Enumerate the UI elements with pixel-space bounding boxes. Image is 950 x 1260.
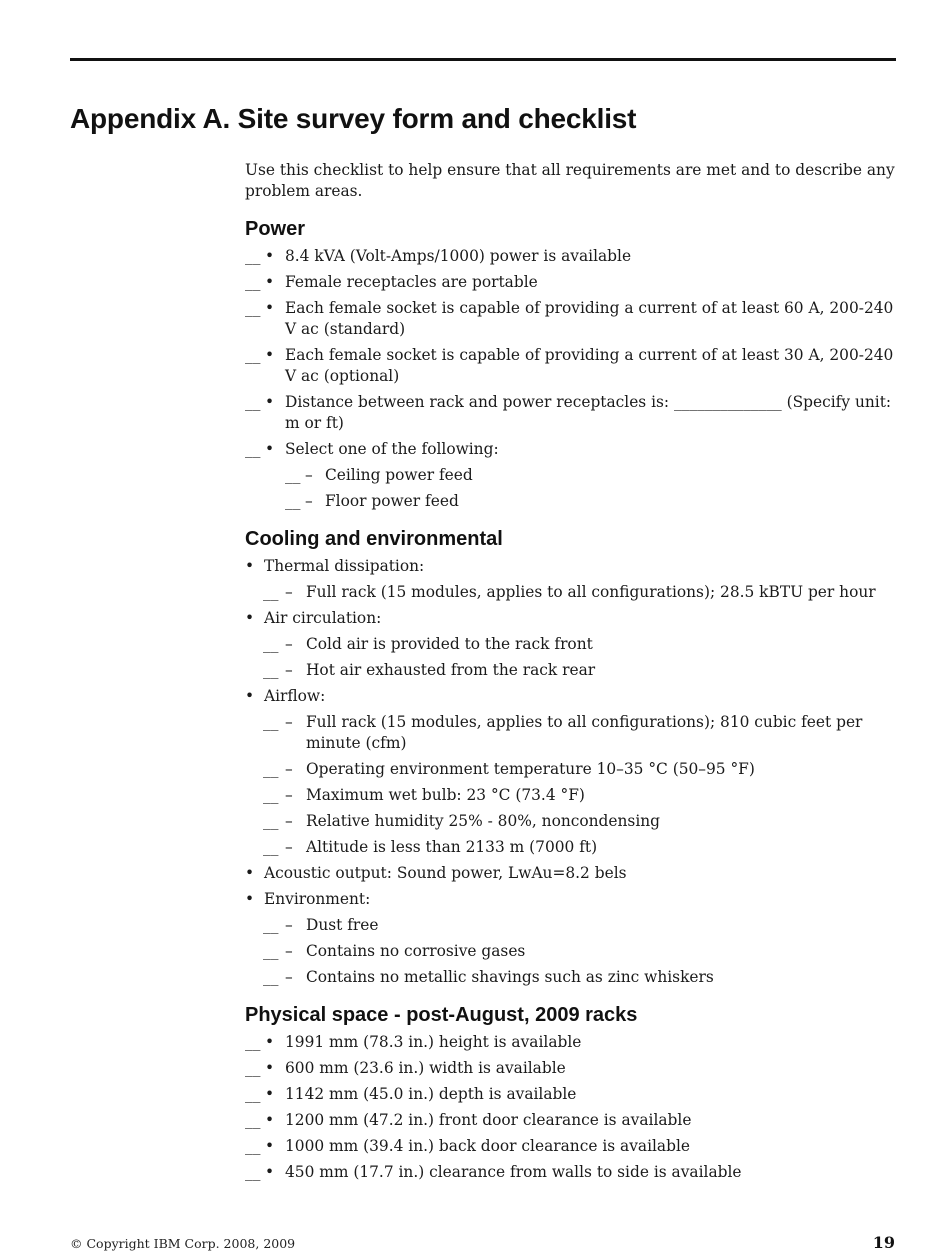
- bullet-item: [245, 889, 895, 910]
- checklist-item: [245, 1110, 895, 1131]
- checklist-item-text: 1200 mm (47.2 in.) front door clearance is available: [285, 1111, 692, 1129]
- checklist-item-text: Each female socket is capable of providing a current of at least 30 A, 200-240 V ac (optional): [285, 346, 894, 385]
- checklist-item-text: Contains no corrosive gases: [306, 942, 526, 960]
- checklist-item-text: Select one of the following:: [285, 440, 499, 458]
- checklist-item-text: Relative humidity 25% - 80%, noncondensing: [306, 812, 661, 830]
- bullet-item: [245, 608, 895, 629]
- bullet-icon: •: [265, 440, 275, 458]
- checklist-item: [245, 392, 895, 434]
- blank-checkbox[interactable]: __: [263, 786, 279, 804]
- bullet-item-text: Thermal dissipation:: [264, 557, 425, 575]
- cooling-heading: Cooling and environmental: [245, 528, 503, 550]
- checklist-item: [245, 439, 895, 460]
- blank-checkbox[interactable]: __: [245, 247, 261, 265]
- bullet-icon: •: [265, 273, 275, 291]
- checklist-subitem: [245, 837, 895, 858]
- dash-icon: –: [285, 760, 293, 778]
- checklist-item: [245, 298, 895, 340]
- bullet-icon: •: [265, 1059, 275, 1077]
- blank-checkbox[interactable]: __: [263, 661, 279, 679]
- blank-checkbox[interactable]: __: [245, 273, 261, 291]
- copyright-notice: © Copyright IBM Corp. 2008, 2009: [70, 1236, 296, 1251]
- checklist-item: [245, 345, 895, 387]
- checklist-item-text: Altitude is less than 2133 m (7000 ft): [306, 838, 598, 856]
- checklist-subitem: [245, 582, 895, 603]
- bullet-item-text: Environment:: [264, 890, 371, 908]
- header-rule: [70, 58, 896, 61]
- bullet-item-text: Airflow:: [264, 687, 326, 705]
- checklist-subitem: [245, 491, 895, 512]
- checklist-item-text: Female receptacles are portable: [285, 273, 538, 291]
- bullet-item-text: Acoustic output: Sound power, LwAu=8.2 bels: [264, 864, 627, 882]
- checklist-item: [245, 1032, 895, 1053]
- blank-checkbox[interactable]: __: [285, 492, 301, 510]
- blank-checkbox[interactable]: __: [245, 1033, 261, 1051]
- physical-section: [245, 1002, 895, 1183]
- checklist-item: [245, 1136, 895, 1157]
- bullet-icon: •: [265, 1085, 275, 1103]
- checklist-item-text: Dust free: [306, 916, 379, 934]
- bullet-item: [245, 863, 895, 884]
- bullet-icon: •: [265, 247, 275, 265]
- checklist-item-text: Distance between rack and power receptacles is: ______________ (Specify unit: m or ft): [285, 393, 892, 432]
- blank-checkbox[interactable]: __: [285, 466, 301, 484]
- checklist-subitem: [245, 941, 895, 962]
- checklist-subitem: [245, 967, 895, 988]
- checklist-item-text: 1142 mm (45.0 in.) depth is available: [285, 1085, 577, 1103]
- bullet-item: [245, 686, 895, 707]
- checklist-item-text: 8.4 kVA (Volt-Amps/1000) power is available: [285, 247, 632, 265]
- dash-icon: –: [285, 916, 293, 934]
- dash-icon: –: [285, 786, 293, 804]
- bullet-icon: •: [265, 393, 275, 411]
- power-section: [245, 216, 895, 512]
- checklist-item-text: Contains no metallic shavings such as zinc whiskers: [306, 968, 714, 986]
- blank-checkbox[interactable]: __: [245, 346, 261, 364]
- checklist-item-text: Full rack (15 modules, applies to all configurations); 810 cubic feet per minute (cfm): [306, 713, 863, 752]
- blank-checkbox[interactable]: __: [263, 583, 279, 601]
- checklist-subitem: [245, 712, 895, 754]
- checklist-item: [245, 1162, 895, 1183]
- blank-checkbox[interactable]: __: [245, 299, 261, 317]
- checklist-item-text: 600 mm (23.6 in.) width is available: [285, 1059, 566, 1077]
- blank-checkbox[interactable]: __: [263, 968, 279, 986]
- dash-icon: –: [305, 466, 313, 484]
- checklist-item: [245, 272, 895, 293]
- checklist-item-text: Floor power feed: [325, 492, 459, 510]
- bullet-item: [245, 556, 895, 577]
- bullet-icon: •: [245, 557, 255, 575]
- checklist-item-text: Hot air exhausted from the rack rear: [306, 661, 596, 679]
- dash-icon: –: [285, 661, 293, 679]
- checklist-subitem: [245, 660, 895, 681]
- dash-icon: –: [285, 713, 293, 731]
- checklist-item-text: Cold air is provided to the rack front: [306, 635, 593, 653]
- checklist-item-text: Maximum wet bulb: 23 °C (73.4 °F): [306, 786, 585, 804]
- power-heading: Power: [245, 218, 306, 240]
- blank-checkbox[interactable]: __: [263, 942, 279, 960]
- checklist-item-text: Full rack (15 modules, applies to all configurations); 28.5 kBTU per hour: [306, 583, 876, 601]
- checklist-item: [245, 1084, 895, 1105]
- bullet-icon: •: [245, 687, 255, 705]
- checklist-subitem: [245, 634, 895, 655]
- blank-checkbox[interactable]: __: [245, 1111, 261, 1129]
- blank-checkbox[interactable]: __: [263, 916, 279, 934]
- dash-icon: –: [285, 583, 293, 601]
- checklist-subitem: [245, 811, 895, 832]
- checklist-item: [245, 1058, 895, 1079]
- blank-checkbox[interactable]: __: [245, 1137, 261, 1155]
- dash-icon: –: [285, 635, 293, 653]
- physical-heading: Physical space - post-August, 2009 racks: [245, 1004, 638, 1026]
- checklist-item-text: Operating environment temperature 10–35 °C (50–95 °F): [306, 760, 755, 778]
- checklist-item-text: 1000 mm (39.4 in.) back door clearance is available: [285, 1137, 690, 1155]
- bullet-icon: •: [265, 1033, 275, 1051]
- blank-checkbox[interactable]: __: [245, 1085, 261, 1103]
- dash-icon: –: [285, 812, 293, 830]
- dash-icon: –: [285, 942, 293, 960]
- bullet-item-text: Air circulation:: [264, 609, 382, 627]
- main-content: [245, 160, 895, 1197]
- dash-icon: –: [285, 968, 293, 986]
- bullet-icon: •: [265, 299, 275, 317]
- bullet-icon: •: [245, 864, 255, 882]
- dash-icon: –: [305, 492, 313, 510]
- checklist-item-text: Ceiling power feed: [325, 466, 473, 484]
- bullet-icon: •: [245, 609, 255, 627]
- bullet-icon: •: [265, 1111, 275, 1129]
- checklist-subitem: [245, 785, 895, 806]
- checklist-subitem: [245, 915, 895, 936]
- page-title: Appendix A. Site survey form and checklist: [70, 103, 637, 134]
- cooling-section: [245, 526, 895, 988]
- blank-checkbox[interactable]: __: [245, 1163, 261, 1181]
- blank-checkbox[interactable]: __: [245, 393, 261, 411]
- checklist-item-text: 450 mm (17.7 in.) clearance from walls to side is available: [285, 1163, 742, 1181]
- blank-checkbox[interactable]: __: [263, 713, 279, 731]
- dash-icon: –: [285, 838, 293, 856]
- checklist-item-text: 1991 mm (78.3 in.) height is available: [285, 1033, 582, 1051]
- blank-checkbox[interactable]: __: [245, 1059, 261, 1077]
- bullet-icon: •: [265, 1137, 275, 1155]
- blank-checkbox[interactable]: __: [245, 440, 261, 458]
- blank-checkbox[interactable]: __: [263, 635, 279, 653]
- blank-checkbox[interactable]: __: [263, 838, 279, 856]
- intro-paragraph: Use this checklist to help ensure that all requirements are met and to describe any problem areas.: [245, 161, 895, 200]
- checklist-subitem: [245, 759, 895, 780]
- checklist-item-text: Each female socket is capable of providing a current of at least 60 A, 200-240 V ac (standard): [285, 299, 894, 338]
- bullet-icon: •: [265, 346, 275, 364]
- checklist-subitem: [245, 465, 895, 486]
- page-number: 19: [872, 1233, 895, 1252]
- blank-checkbox[interactable]: __: [263, 812, 279, 830]
- blank-checkbox[interactable]: __: [263, 760, 279, 778]
- bullet-icon: •: [265, 1163, 275, 1181]
- bullet-icon: •: [245, 890, 255, 908]
- checklist-item: [245, 246, 895, 267]
